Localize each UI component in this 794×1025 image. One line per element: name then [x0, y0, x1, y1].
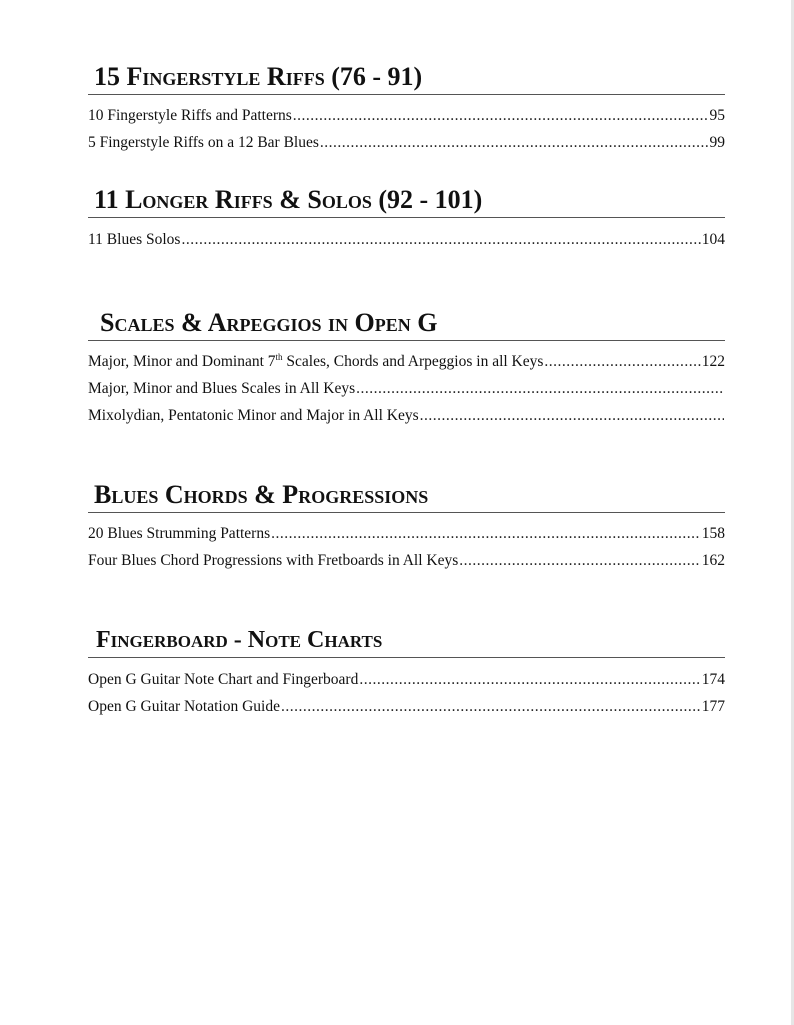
toc-entry-page: 99: [709, 134, 725, 151]
toc-entries: [88, 520, 725, 574]
dot-leader: [281, 693, 701, 720]
dot-leader: [320, 129, 709, 156]
section-heading: Blues Chords & Progressions: [88, 480, 725, 513]
dot-leader: [459, 547, 700, 574]
toc-entry-title: Open G Guitar Note Chart and Fingerboard: [88, 671, 359, 688]
dot-leader: [293, 102, 709, 129]
toc-entry-title: Mixolydian, Pentatonic Minor and Major in All Keys: [88, 407, 419, 424]
toc-entry-page: 174: [701, 671, 725, 688]
toc-entry-page: 104: [701, 231, 725, 248]
dot-leader: [359, 666, 700, 693]
toc-entry-title: Open G Guitar Notation Guide: [88, 698, 280, 715]
toc-entries: [88, 226, 725, 253]
section-heading: 11 Longer Riffs & Solos (92 - 101): [88, 185, 725, 218]
toc-entry-page: 95: [709, 107, 725, 124]
toc-entry[interactable]: [88, 129, 725, 156]
toc-entry-title: Major, Minor and Blues Scales in All Keys: [88, 380, 356, 397]
section-heading: Scales & Arpeggios in Open G: [88, 308, 725, 341]
toc-section-fingerstyle-riffs: [88, 62, 725, 156]
toc-entry-title: Major, Minor and Dominant 7th Scales, Chords and Arpeggios in all Keys: [88, 351, 544, 370]
dot-leader: [271, 520, 701, 547]
section-heading: Fingerboard - Note Charts: [88, 625, 725, 658]
toc-entry[interactable]: [88, 520, 725, 547]
toc-entries: [88, 348, 725, 429]
toc-section-blues-chords: [88, 480, 725, 574]
toc-section-scales-arpeggios: [88, 308, 725, 429]
toc-entry[interactable]: [88, 375, 725, 402]
toc-entry[interactable]: [88, 693, 725, 720]
toc-section-longer-riffs: [88, 185, 725, 253]
toc-entry[interactable]: [88, 226, 725, 253]
dot-leader: [181, 226, 700, 253]
toc-entry[interactable]: [88, 102, 725, 129]
toc-entry-page: 162: [701, 552, 725, 569]
dot-leader: [420, 402, 724, 429]
toc-entry-title: 5 Fingerstyle Riffs on a 12 Bar Blues: [88, 134, 319, 151]
toc-entry-title: Four Blues Chord Progressions with Fretboards in All Keys: [88, 552, 459, 569]
toc-section-fingerboard: [88, 625, 725, 720]
dot-leader: [356, 375, 724, 402]
section-heading: 15 Fingerstyle Riffs (76 - 91): [88, 62, 725, 95]
toc-entry-page: 122: [701, 353, 725, 370]
toc-entries: [88, 102, 725, 156]
dot-leader: [544, 348, 700, 375]
toc-entry[interactable]: [88, 547, 725, 574]
toc-entry-page: 177: [701, 698, 725, 715]
toc-entry[interactable]: [88, 666, 725, 693]
toc-entry-title: 20 Blues Strumming Patterns: [88, 525, 271, 542]
toc-entries: [88, 666, 725, 720]
toc-entry-title: 10 Fingerstyle Riffs and Patterns: [88, 107, 292, 124]
toc-entry[interactable]: [88, 402, 725, 429]
toc-entry-title: 11 Blues Solos: [88, 231, 181, 248]
toc-entry[interactable]: [88, 348, 725, 375]
toc-entry-page: 158: [701, 525, 725, 542]
